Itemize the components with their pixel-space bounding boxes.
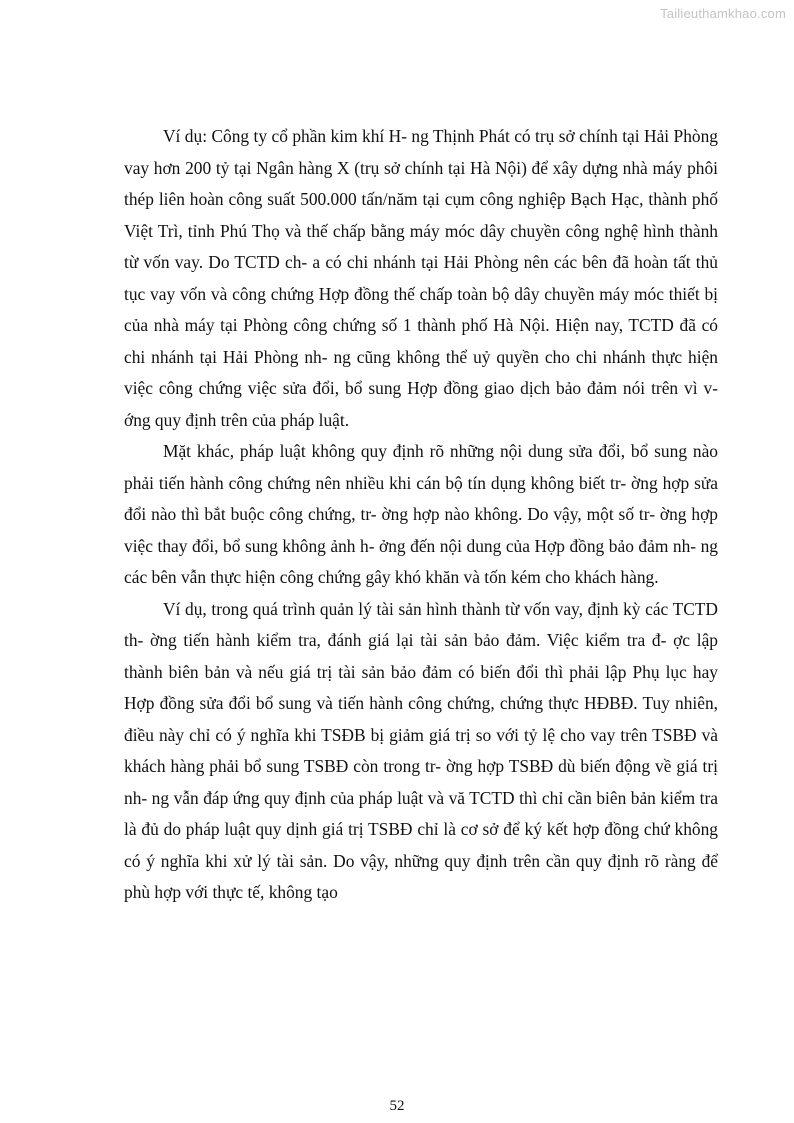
paragraph-example-1: Ví dụ: Công ty cổ phần kim khí H- ng Thịnh Phát có trụ sở chính tại Hải Phòng vay hơn 200 tỷ tại Ngân hàng X (trụ sở chính tại Hà Nội) để xây dựng nhà máy phôi thép liên hoàn công suất 500.000 tấn/năm tại cụm công nghiệp Bạch Hạc, thành phố Việt Trì, tỉnh Phú Thọ và thế chấp bằng máy móc dây chuyền công nghệ hình thành từ vốn vay. Do TCTD ch- a có chi nhánh tại Hải Phòng nên các bên đã hoàn tất thủ tục vay vốn và công chứng Hợp đồng thế chấp toàn bộ dây chuyền máy móc thiết bị của nhà máy tại Phòng công chứng số 1 thành phố Hà Nội. Hiện nay, TCTD đã có chi nhánh tại Hải Phòng nh- ng cũng không thể uỷ quyền cho chi nhánh thực hiện việc công chứng việc sửa đổi, bổ sung Hợp đồng giao dịch bảo đảm nói trên vì v- ớng quy định trên của pháp luật.: [124, 126, 718, 430]
paragraph-other-hand: Mặt khác, pháp luật không quy định rõ những nội dung sửa đổi, bổ sung nào phải tiến hành công chứng nên nhiều khi cán bộ tín dụng không biết tr- ờng hợp sửa đổi nào thì bắt buộc công chứng, tr- ờng hợp nào không. Do vậy, một số tr- ờng hợp việc thay đổi, bổ sung không ảnh h- ởng đến nội dung của Hợp đồng bảo đảm nh- ng các bên vẫn thực hiện công chứng gây khó khăn và tốn kém cho khách hàng.: [124, 441, 718, 587]
paragraph-example-2: Ví dụ, trong quá trình quản lý tài sản hình thành từ vốn vay, định kỳ các TCTD th- ờng tiến hành kiểm tra, đánh giá lại tài sản bảo đảm. Việc kiểm tra đ- ợc lập thành biên bản và nếu giá trị tài sản bảo đảm có biến đổi thì phải lập Phụ lục hay Hợp đồng sửa đổi bổ sung và tiến hành công chứng, chứng thực HĐBĐ. Tuy nhiên, điều này chỉ có ý nghĩa khi TSĐB bị giảm giá trị so với tỷ lệ cho vay trên TSBĐ và khách hàng phải bổ sung TSBĐ còn trong tr- ờng hợp TSBĐ dù biến động về giá trị nh- ng vẫn đáp ứng quy định của pháp luật và vă TCTD thì chỉ cần biên bản kiểm tra là đủ do pháp luật quy dịnh giá trị TSBĐ chỉ là cơ sở để ký kết hợp đồng chứ không có ý nghĩa khi xử lý tài sản. Do vậy, những quy định trên cần quy định rõ ràng để phù hợp với thực tế, không tạo: [124, 598, 718, 902]
watermark-text: Tailieuthamkhao.com: [660, 6, 786, 21]
page-number: 52: [389, 1098, 405, 1114]
document-body: [124, 121, 718, 909]
